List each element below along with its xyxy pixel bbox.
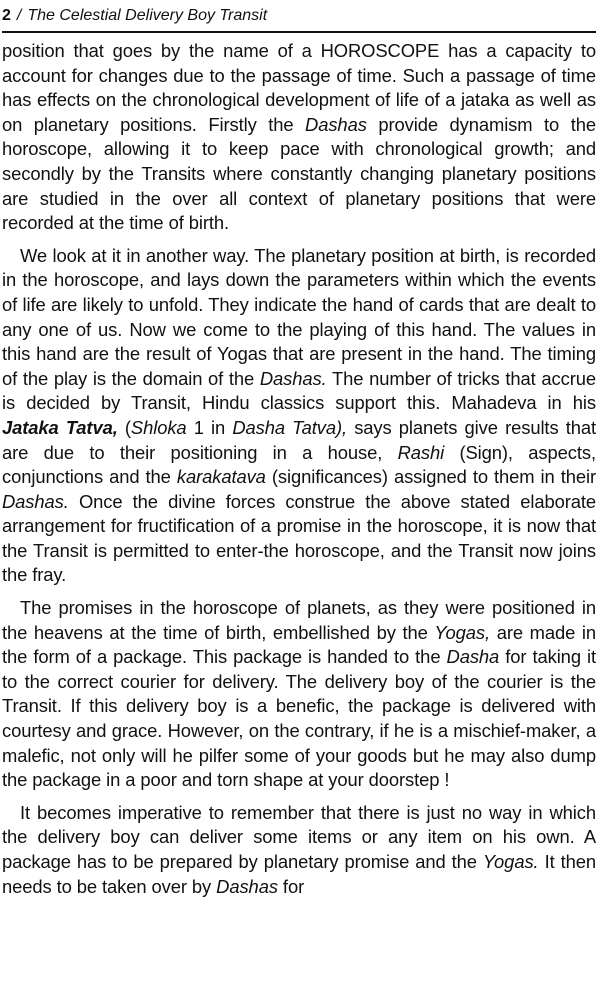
- italic-term: Yogas,: [434, 621, 491, 643]
- text-run: (significances) assigned to them in their: [265, 466, 596, 488]
- italic-term: Dasha Tatva),: [232, 416, 348, 438]
- text-run: The number of tricks that accrue is decided by Transit, Hindu classics support this. Mahadeva in his: [2, 367, 596, 414]
- italic-term: Dashas.: [2, 490, 69, 512]
- italic-term: Yogas.: [482, 851, 539, 872]
- paragraph-1: [2, 39, 596, 236]
- text-run: 1 in: [186, 416, 233, 438]
- text-run: It becomes imperative to remember that there is just no way in which the delivery boy can deliver some items or any item on his own. A package has to be prepared by planetary promise and the: [2, 801, 596, 872]
- italic-term: Dashas: [305, 113, 367, 135]
- italic-term: Dashas: [216, 875, 278, 897]
- text-run: We look at it in another way. The planetary position at birth, is recorded in the horoscope, and lays down the parameters within which the events of life are likely to unfold. They indicate the hand of cards that are dealt to any one of us. Now we come to the playing of this hand. The values in this hand are the result of Yogas that are present in the hand. The timing of the play is the domain of the: [2, 244, 596, 389]
- text-run: position that goes by the name of a HOROSCOPE has a capacity to account for changes due to the passage of time. Such a passage of time has effects on the chronological development of life of a jataka as well as on planetary positions. Firstly the: [2, 40, 596, 135]
- header-separator: /: [16, 6, 22, 24]
- italic-term: Dashas.: [259, 367, 327, 389]
- text-run: for taking it to the correct courier for delivery. The delivery boy of the courier is the Transit. If this delivery boy is a benefic, the package is delivered with courtesy and grace. However, on the contrary, if he is a mischief-maker, a malefic, not only will he pilfer some of your goods but he may also dump the package in a poor and torn shape at your doorstep !: [2, 646, 596, 791]
- paragraph-4: [2, 801, 596, 899]
- running-header: [2, 0, 596, 33]
- italic-term: Shloka: [130, 416, 187, 438]
- page-number: 2: [2, 6, 11, 24]
- text-run: are made in the form of a package. This package is handed to the: [2, 621, 597, 668]
- italic-term: Dasha: [446, 646, 500, 668]
- text-run: Once the divine forces construe the above stated elaborate arrangement for fructification of a promise in the horoscope, it is now that the Transit is permitted to enter-the horoscope, and the Transit now joins the fray.: [2, 490, 596, 586]
- paragraph-3: [2, 596, 596, 793]
- text-run: It then needs to be taken over by: [2, 851, 596, 897]
- text-run: (: [117, 416, 131, 438]
- text-run: says planets give results that are due to their positioning in a house,: [2, 416, 596, 463]
- bold-italic-book-title: Jataka Tatva,: [2, 416, 118, 438]
- italic-term: karakatava: [176, 466, 266, 488]
- text-run: The promises in the horoscope of planets, as they were positioned in the heavens at the time of birth, embellished by the: [2, 597, 596, 643]
- text-run: for: [277, 875, 305, 897]
- text-run: provide dynamism to the horoscope, allowing it to keep pace with chronological growth; and secondly by the Transits where constantly changing planetary positions are studied in the over all context of planetary positions that were recorded at the time of birth.: [2, 113, 596, 234]
- paragraph-2: [2, 244, 596, 588]
- running-title: The Celestial Delivery Boy Transit: [27, 6, 268, 24]
- italic-term: Rashi: [397, 441, 445, 463]
- text-run: (Sign), aspects, conjunctions and the: [2, 441, 596, 488]
